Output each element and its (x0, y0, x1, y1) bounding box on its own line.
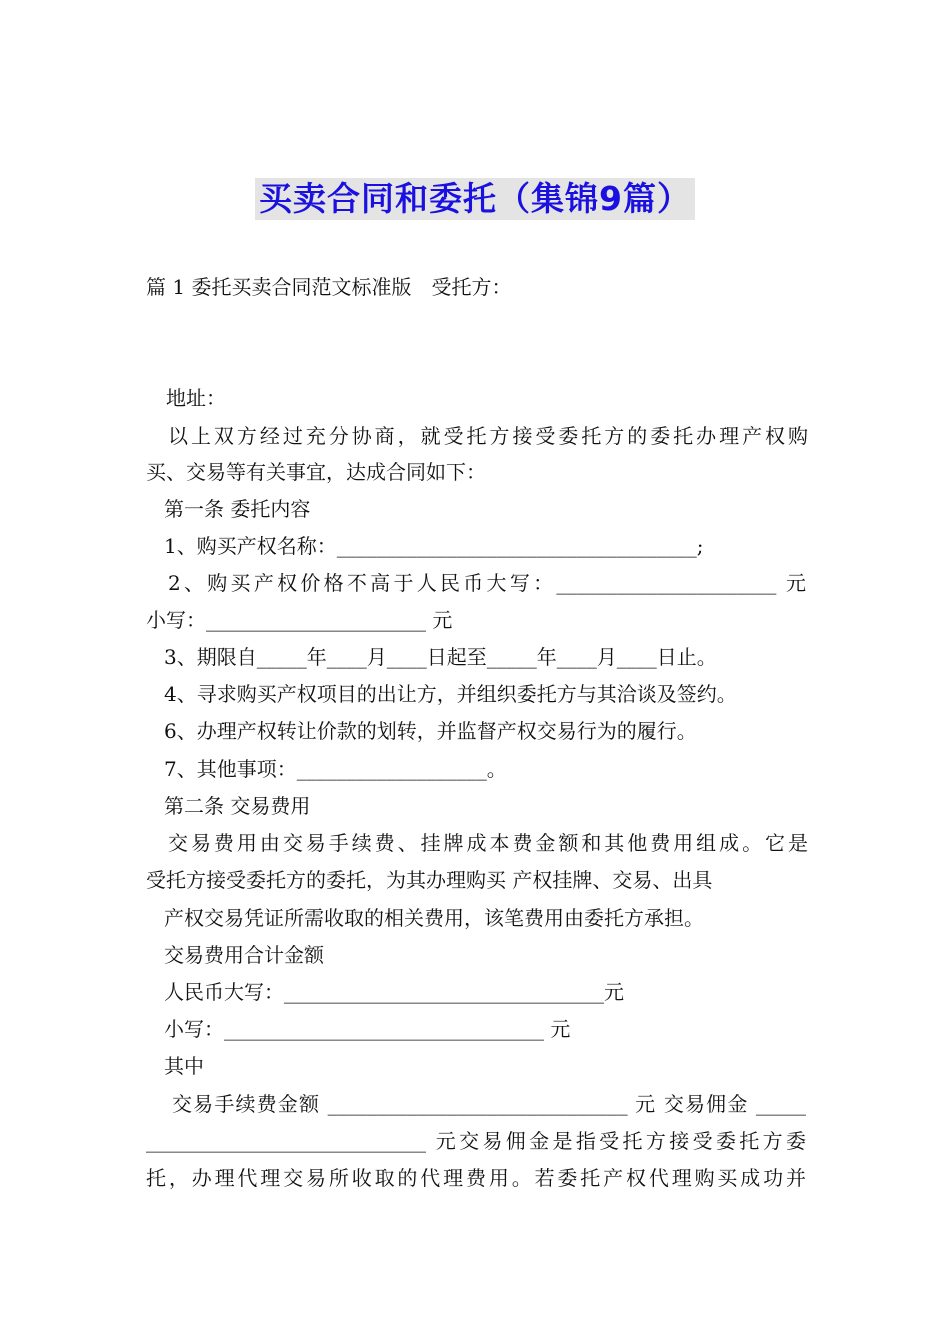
paragraph-line: ____________________________ 元交易佣金是指受托方接受委托方委 (146, 1129, 806, 1153)
amount-line: 人民币大写：________________________________元 (164, 980, 624, 1004)
paragraph-line: 交易费用合计金额 (164, 943, 324, 967)
paragraph-line: 买、交易等有关事宜，达成合同如下： (146, 460, 486, 484)
clause-item: 小写：______________________ 元 (146, 608, 453, 632)
paragraph-line: 受托方接受委托方的委托，为其办理购买 产权挂牌、交易、出具 (146, 868, 713, 892)
article-heading: 第一条 委托内容 (164, 497, 311, 521)
section-heading-line: 篇 1 委托买卖合同范文标准版 受托方： (146, 275, 512, 299)
amount-line: 交易手续费金额 ______________________________ 元 交易佣金 _____ (172, 1092, 806, 1116)
clause-item: 7、其他事项：___________________。 (164, 757, 507, 781)
paragraph-line: 其中 (164, 1054, 204, 1078)
paragraph-line: 托，办理代理交易所收取的代理费用。若委托产权代理购买成功并 (146, 1166, 806, 1190)
paragraph-line: 产权交易凭证所需收取的相关费用，该笔费用由委托方承担。 (164, 906, 704, 930)
paragraph-line: 以上双方经过充分协商，就受托方接受委托方的委托办理产权购 (168, 424, 808, 448)
article-heading: 第二条 交易费用 (164, 794, 311, 818)
clause-item: 6、办理产权转让价款的划转，并监督产权交易行为的履行。 (164, 719, 697, 743)
amount-line: 小写：________________________________ 元 (164, 1017, 571, 1041)
paragraph-line: 交易费用由交易手续费、挂牌成本费金额和其他费用组成。它是 (168, 831, 808, 855)
clause-item: 3、期限自_____年____月____日起至_____年____月____日止。 (164, 645, 717, 669)
clause-item: 4、寻求购买产权项目的出让方，并组织委托方与其洽谈及签约。 (164, 682, 737, 706)
title-container (0, 178, 950, 220)
document-title: 买卖合同和委托（集锦9篇） (255, 178, 695, 220)
clause-item: 2、购买产权价格不高于人民币大写：______________________ 元 (168, 571, 806, 595)
clause-item: 1、购买产权名称：____________________________________; (164, 534, 704, 558)
address-line: 地址： (166, 386, 226, 410)
